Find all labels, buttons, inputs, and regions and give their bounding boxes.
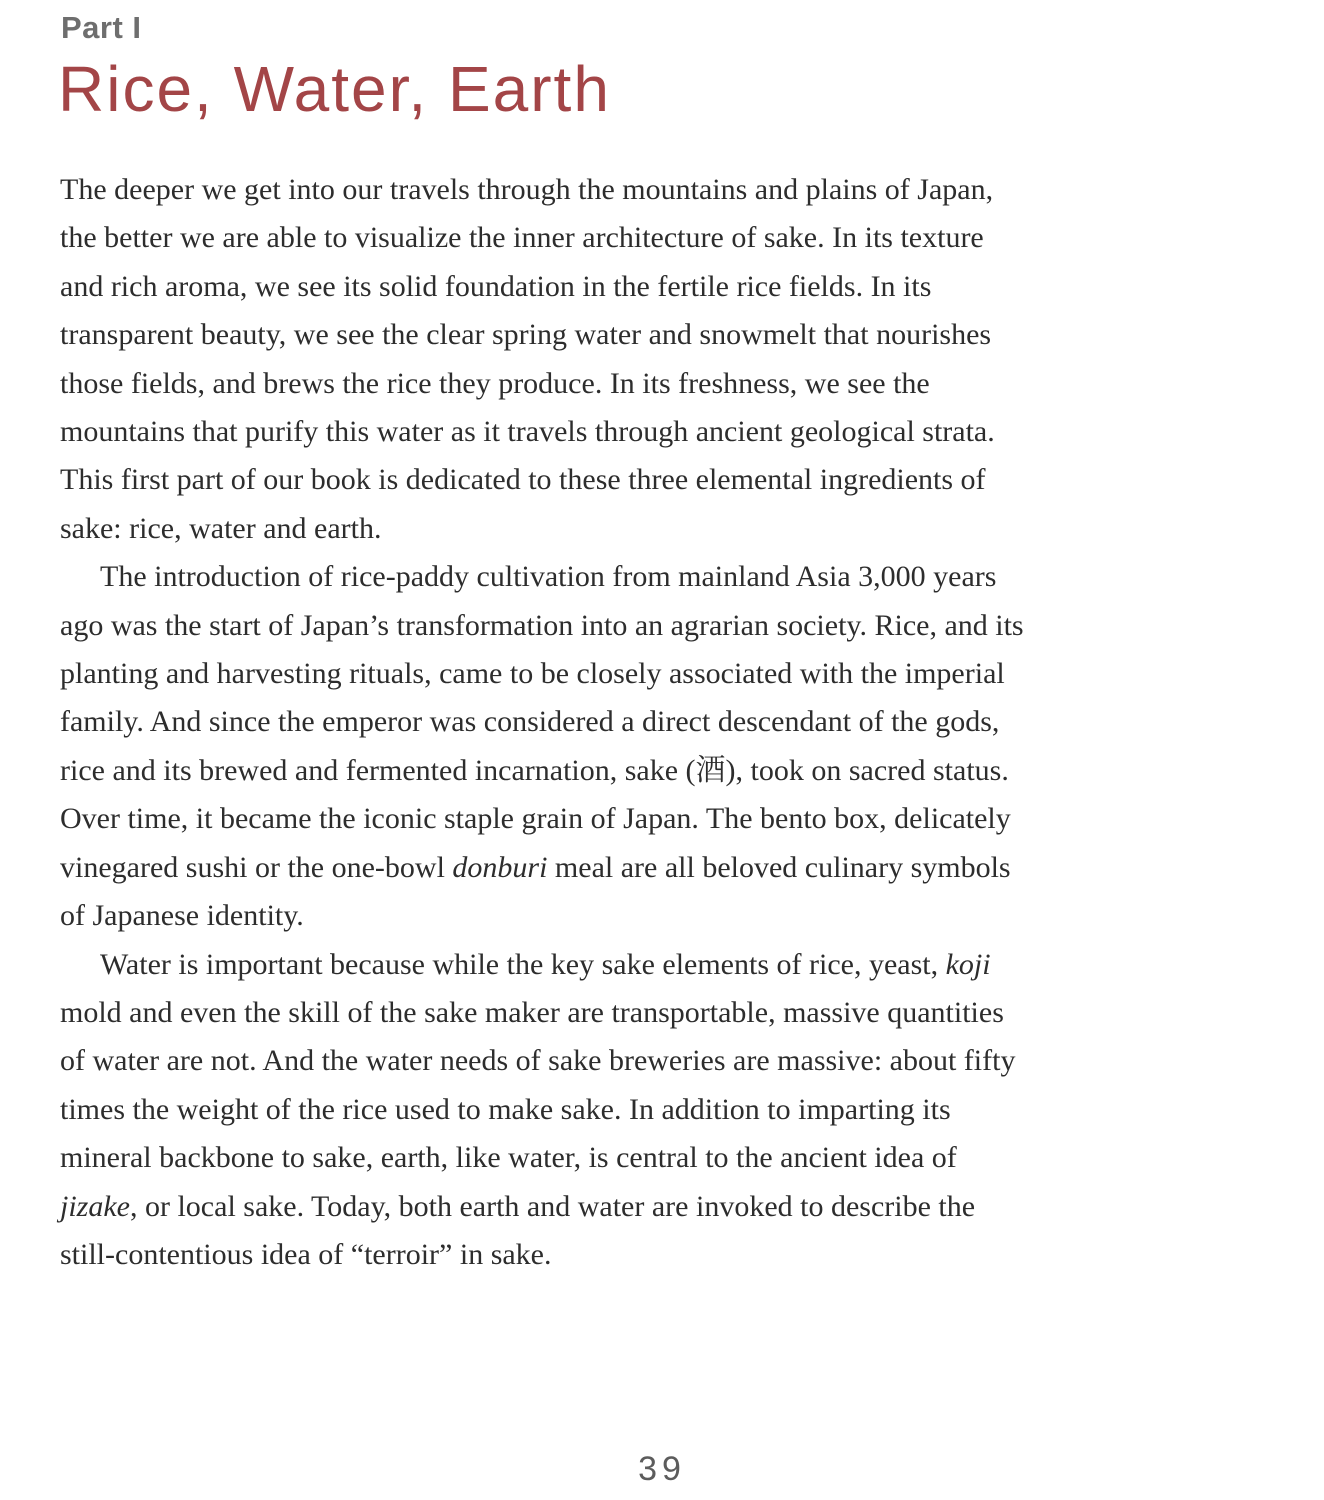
text-line: [60, 553, 1270, 601]
italic-term: jizake: [60, 1189, 130, 1223]
text-segment: the better we are able to visualize the inner architecture of sake. In its texture: [60, 221, 984, 255]
text-line: [60, 844, 1270, 892]
text-segment: planting and harvesting rituals, came to be closely associated with the imperial: [60, 657, 1005, 691]
text-segment: meal are all beloved culinary symbols: [547, 850, 1011, 884]
page-title: Rice, Water, Earth: [58, 53, 611, 125]
italic-term: koji: [945, 947, 991, 981]
text-segment: those fields, and brews the rice they produce. In its freshness, we see the: [60, 366, 930, 400]
text-segment: ago was the start of Japan’s transformation into an agrarian society. Rice, and its: [60, 608, 1024, 642]
text-line: [60, 505, 1270, 553]
text-line: [60, 214, 1270, 262]
text-line: [60, 360, 1270, 408]
text-segment: Water is important because while the key sake elements of rice, yeast,: [100, 947, 946, 981]
text-line: [60, 602, 1270, 650]
text-line: [60, 456, 1270, 504]
text-segment: mountains that purify this water as it travels through ancient geological strata.: [60, 415, 995, 449]
text-segment: vinegared sushi or the one-bowl: [60, 850, 453, 884]
text-segment: times the weight of the rice used to make sake. In addition to imparting its: [60, 1092, 951, 1126]
text-line: [60, 795, 1270, 843]
text-segment: of water are not. And the water needs of sake breweries are massive: about fifty: [60, 1044, 1016, 1078]
text-segment: still-contentious idea of “terroir” in sake.: [60, 1237, 552, 1271]
text-segment: family. And since the emperor was considered a direct descendant of the gods,: [60, 705, 1000, 739]
text-segment: The deeper we get into our travels through the mountains and plains of Japan,: [60, 173, 994, 206]
text-segment: transparent beauty, we see the clear spring water and snowmelt that nourishes: [60, 318, 992, 352]
text-segment: rice and its brewed and fermented incarnation, sake (酒), took on sacred status.: [60, 753, 1009, 787]
italic-term: donburi: [452, 850, 548, 884]
text-segment: The introduction of rice-paddy cultivation from mainland Asia 3,000 years: [100, 560, 997, 594]
text-line: [60, 941, 1270, 989]
text-line: [60, 408, 1270, 456]
text-line: [60, 1183, 1270, 1231]
text-segment: of Japanese identity.: [60, 899, 304, 933]
text-line: [60, 166, 1270, 214]
text-line: [60, 650, 1270, 698]
text-line: [60, 989, 1270, 1037]
text-line: [60, 1134, 1270, 1182]
text-line: [60, 1231, 1270, 1279]
text-line: [60, 747, 1270, 795]
text-line: [60, 698, 1270, 746]
text-segment: Over time, it became the iconic staple grain of Japan. The bento box, delicately: [60, 802, 1011, 836]
text-line: [60, 892, 1270, 940]
text-line: [60, 1086, 1270, 1134]
text-line: [60, 263, 1270, 311]
text-segment: mold and even the skill of the sake maker are transportable, massive quantities: [60, 995, 1004, 1029]
body-text: [60, 166, 1270, 1279]
text-line: [60, 311, 1270, 359]
page-number: 39: [638, 1450, 686, 1488]
text-segment: and rich aroma, we see its solid foundation in the fertile rice fields. In its: [60, 269, 932, 303]
part-label: Part I: [61, 10, 142, 45]
text-line: [60, 1037, 1270, 1085]
text-segment: This first part of our book is dedicated to these three elemental ingredients of: [60, 463, 986, 497]
text-segment: mineral backbone to sake, earth, like water, is central to the ancient idea of: [60, 1141, 957, 1175]
text-segment: , or local sake. Today, both earth and water are invoked to describe the: [129, 1189, 976, 1223]
text-segment: sake: rice, water and earth.: [60, 511, 382, 545]
